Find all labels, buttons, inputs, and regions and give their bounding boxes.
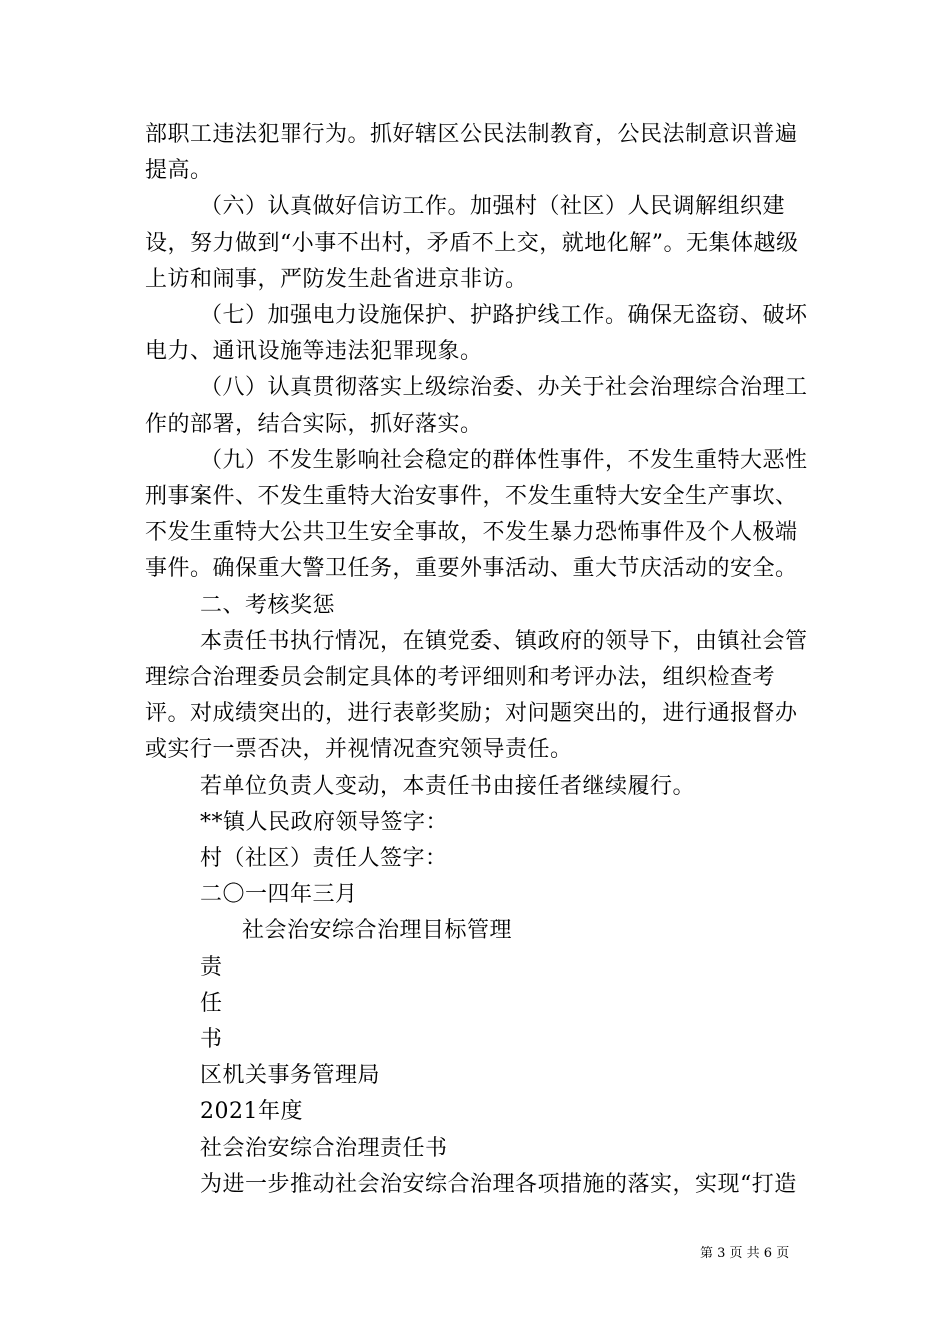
signature-village: 村（社区）责任人签字： bbox=[200, 846, 448, 872]
organization-name: 区机关事务管理局 bbox=[200, 1063, 381, 1089]
signature-government: **镇人民政府领导签字： bbox=[200, 809, 449, 835]
paragraph-item-9: （九）不发生影响社会稳定的群体性事件，不发生重特大恶性刑事案件、不发生重特大治安事件，不发生重特大安全生产事坎、不发生重特大公共卫生安全事故，不发生暴力恐怖事件及个人极端事件。确保重大警卫任务，重要外事活动、重大节庆活动的安全。 bbox=[145, 447, 808, 582]
document-body bbox=[145, 117, 810, 1203]
title-char-2: 任 bbox=[200, 990, 223, 1016]
section-heading-assessment: 二、考核奖惩 bbox=[200, 592, 336, 618]
paragraph-item-7: （七）加强电力设施保护、护路护线工作。确保无盗窃、破坏电力、通讯设施等违法犯罪现象。 bbox=[145, 303, 808, 365]
intro-paragraph: 为进一步推动社会治安综合治理各项措施的落实，实现“打造 bbox=[200, 1171, 797, 1197]
document-subtitle: 社会治安综合治理责任书 bbox=[200, 1135, 448, 1161]
paragraph-item-8: （八）认真贯彻落实上级综治委、办关于社会治理综合治理工作的部署，结合实际，抓好落实。 bbox=[145, 375, 808, 437]
title-char-1: 责 bbox=[200, 954, 223, 980]
page-number: 第 3 页 共 6 页 bbox=[700, 1246, 790, 1261]
next-doc-title: 社会治安综合治理目标管理 bbox=[242, 918, 513, 944]
paragraph-continuation: 部职工违法犯罪行为。抓好辖区公民法制教育，公民法制意识普遍提高。 bbox=[145, 122, 798, 184]
document-year: 2021年度 bbox=[200, 1099, 303, 1125]
document-date: 二〇一四年三月 bbox=[200, 882, 358, 908]
title-char-3: 书 bbox=[200, 1027, 223, 1053]
paragraph-item-6: （六）认真做好信访工作。加强村（社区）人民调解组织建设，努力做到“小事不出村，矛盾不上交，就地化解”。无集体越级上访和闹事，严防发生赴省进京非访。 bbox=[145, 194, 799, 292]
paragraph-successor: 若单位负责人变动，本责任书由接任者继续履行。 bbox=[200, 773, 696, 799]
paragraph-assessment: 本责任书执行情况，在镇党委、镇政府的领导下，由镇社会管理综合治理委员会制定具体的考评细则和考评办法，组织检查考评。对成绩突出的，进行表彰奖励；对问题突出的，进行通报督办或实行一票否决，并视情况查究领导责任。 bbox=[145, 628, 808, 763]
